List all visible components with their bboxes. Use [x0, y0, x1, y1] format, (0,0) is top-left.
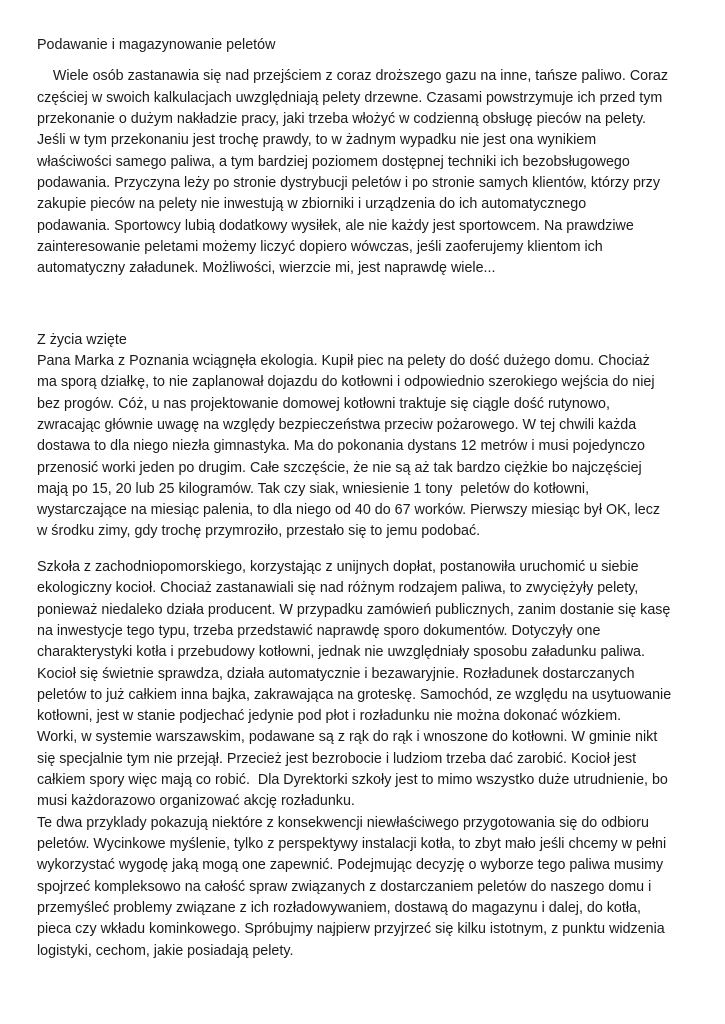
story1-line: ma sporą działkę, to nie zaplanował dojazdu do kotłowni i odpowiednio szerokiego wejścia do niej: [37, 374, 655, 390]
intro-line: podawania. Przyczyna leży po stronie dystrybucji peletów i po stronie samych klientów, którzy przy: [37, 175, 660, 191]
story2-line: się specjalnie tym nie przejął. Przecież jest bezrobocie i ludziom trzeba dać zarobić. Kocioł jest: [37, 751, 637, 767]
intro-line: podawania. Sportowcy lubią dodatkowy wysiłek, ale nie każdy jest sportowcem. Na prawdziwe: [37, 218, 634, 234]
story1-line: mają po 15, 20 lub 25 kilogramów. Tak czy siak, wniesienie 1 tony peletów do kotłowni,: [37, 481, 590, 497]
story1-line: w środku zimy, gdy trochę przymroziło, przestało się to jemu podobać.: [37, 523, 481, 539]
story2-line: Te dwa przyklady pokazują niektóre z konsekwencji niewłaściwego przygotowania się do odbioru: [37, 815, 649, 831]
story2-line: peletów to już całkiem inna bajka, zakrawająca na groteskę. Samochód, ze względu na usytuowanie: [37, 687, 672, 703]
story1-line: przenosić worki jeden po drugim. Całe szczęście, że nie są aż tak bardzo ciężkie bo najczęściej: [37, 460, 642, 476]
story2-line: Szkoła z zachodniopomorskiego, korzystając z unijnych dopłat, postanowiła uruchomić u siebie: [37, 559, 639, 575]
document-title: Podawanie i magazynowanie peletów: [37, 37, 276, 53]
intro-line: przekonanie o dużym nakładzie pracy, jaki trzeba włożyć w codzienną obsługę pieców na pelety.: [37, 111, 647, 127]
story2-line: wykorzystać wygodę jaką mogą one zapewnić. Podejmując decyzję o wyborze tego paliwa musimy: [37, 857, 664, 873]
story2-line: spojrzeć kompleksowo na całość spraw związanych z dostarczaniem peletów do naszego domu i: [37, 879, 652, 895]
story2-line: pieca czy wkładu kominkowego. Spróbujmy najpierw przyjrzeć się kilku istotnym, z punktu widzenia: [37, 921, 665, 937]
intro-line: częściej w swoich kalkulacjach uwzględniają pelety drzewne. Czasami powstrzymuje ich przed tym: [37, 90, 663, 106]
story1-line: Pana Marka z Poznania wciągnęła ekologia. Kupił piec na pelety do dość dużego domu. Chociaż: [37, 353, 650, 369]
section-heading: Z życia wzięte: [37, 332, 127, 348]
story2-line: kotłowni, jest w stanie podjechać jedynie pod płot i rozładunku nie można dokonać wózkiem.: [37, 708, 622, 724]
intro-line: właściwości samego paliwa, a tym bardziej poziomem dostępnej techniki ich bezobsługowego: [37, 154, 630, 170]
intro-line: Jeśli w tym przekonaniu jest trochę prawdy, to w żadnym wypadku nie jest ona wynikiem: [37, 132, 597, 148]
story2-line: ponieważ niedaleko działa producent. W przypadku zamówień publicznych, zanim dostanie się kasę: [37, 602, 671, 618]
story2-line: całkiem spory więc mają co robić. Dla Dyrektorki szkoły jest to mimo wszystko duże utrudnienie, bo: [37, 772, 668, 788]
story2-line: charakterystyki kotła i przebudowy kotłowni, jednak nie uwzględniały sposobu załadunku paliwa.: [37, 644, 645, 660]
story2-line: Kocioł się świetnie sprawdza, działa automatycznie i bezawaryjnie. Rozładunek dostarczanych: [37, 666, 635, 682]
story2-line: ekologiczny kocioł. Chociaż zastanawiali się nad różnym rodzajem paliwa, to zwyciężyły pelety,: [37, 580, 639, 596]
story1-line: wystarczające na miesiąc palenia, to dla niego od 40 do 67 worków. Pierwszy miesiąc był OK, lecz: [37, 502, 661, 518]
story2-line: musi każdorazowo organizować akcję rozładunku.: [37, 793, 355, 809]
intro-line: Wiele osób zastanawia się nad przejściem z coraz droższego gazu na inne, tańsze paliwo. Coraz: [37, 68, 668, 84]
intro-line: zainteresowanie peletami możemy liczyć dopiero wówczas, jeśli zaoferujemy klientom ich: [37, 239, 603, 255]
story1-line: dostawa to dla niego niezła gimnastyka. Ma do pokonania dystans 12 metrów i musi pojedynczo: [37, 438, 645, 454]
story2-line: peletów. Wycinkowe myślenie, tylko z perspektywy instalacji kotła, to zbyt mało jeśli chcemy w pełni: [37, 836, 667, 852]
story2-line: logistyki, cechom, jakie posiadają pelety.: [37, 943, 294, 959]
story1-line: bez progów. Cóż, u nas projektowanie domowej kotłowni traktuje się ciągle dość rutynowo,: [37, 396, 610, 412]
story2-line: na inwestycje tego typu, trzeba przedstawić naprawdę sporo dokumentów. Dotyczyły one: [37, 623, 601, 639]
intro-line: automatyczny załadunek. Możliwości, wierzcie mi, jest naprawdę wiele...: [37, 260, 496, 276]
story2-line: przemyśleć problemy związane z ich rozładowywaniem, dostawą do magazynu i dalej, do kotła,: [37, 900, 641, 916]
story2-line: Worki, w systemie warszawskim, podawane są z rąk do rąk i wnoszone do kotłowni. W gminie nikt: [37, 729, 658, 745]
intro-line: zakupie pieców na pelety nie inwestują w zbiorniki i urządzenia do ich automatycznego: [37, 196, 587, 212]
story1-line: zwracając głównie uwagę na względy bezpieczeństwa przeciw pożarowego. W tej chwili każda: [37, 417, 637, 433]
